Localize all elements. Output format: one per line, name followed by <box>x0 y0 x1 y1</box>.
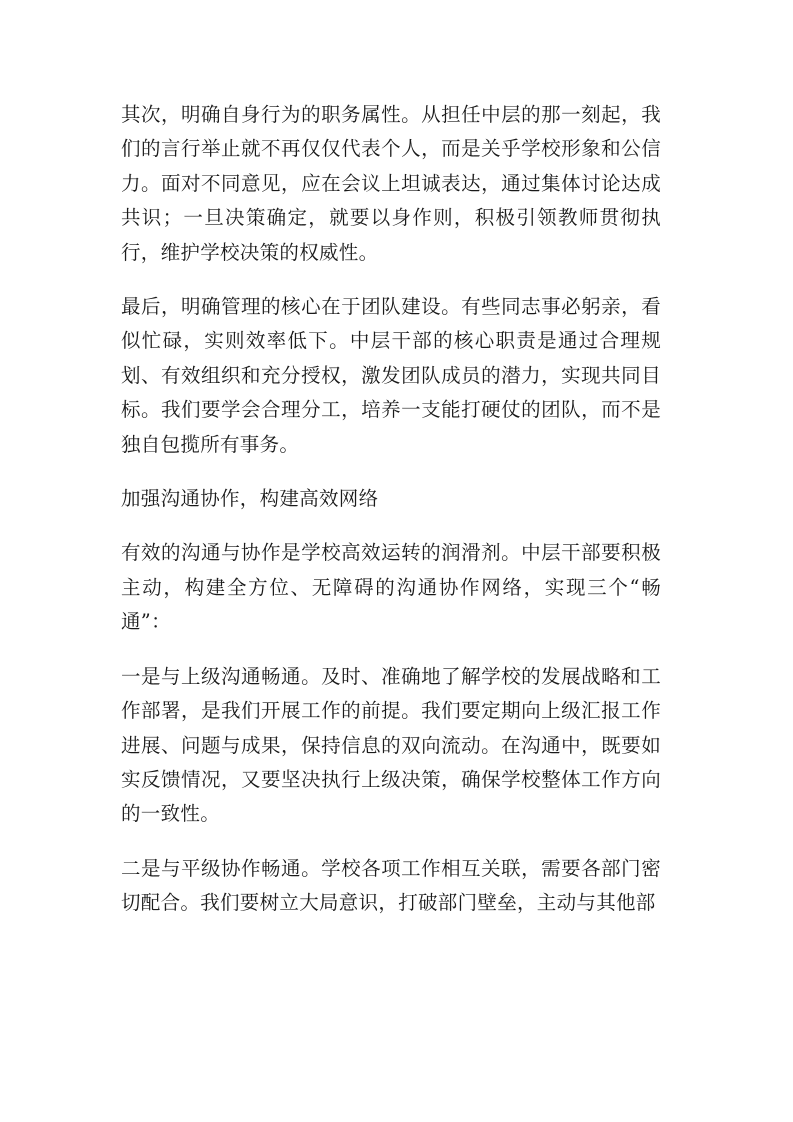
paragraph-peer-collaboration: 二是与平级协作畅通。学校各项工作相互关联，需要各部门密切配合。我们要树立大局意识，打破部门壁垒，主动与其他部 <box>121 856 661 915</box>
paragraph-duty-attribute: 其次，明确自身行为的职务属性。从担任中层的那一刻起，我们的言行举止就不再仅仅代表个人，而是关乎学校形象和公信力。面对不同意见，应在会议上坦诚表达，通过集体讨论达成共识；一旦决策确定，就要以身作则，积极引领教师贯彻执行，维护学校决策的权威性。 <box>121 103 661 264</box>
section-heading-communication: 加强沟通协作，构建高效网络 <box>121 487 379 511</box>
paragraph-team-building: 最后，明确管理的核心在于团队建设。有些同志事必躬亲，看似忙碌，实则效率低下。中层干部的核心职责是通过合理规划、有效组织和充分授权，激发团队成员的潜力，实现共同目标。我们要学会合理分工，培养一支能打硬仗的团队，而不是独自包揽所有事务。 <box>121 295 661 456</box>
document-body <box>121 98 661 941</box>
paragraph-upward-communication: 一是与上级沟通畅通。及时、准确地了解学校的发展战略和工作部署，是我们开展工作的前提。我们要定期向上级汇报工作进展、问题与成果，保持信息的双向流动。在沟通中，既要如实反馈情况，又要坚决执行上级决策，确保学校整体工作方向的一致性。 <box>121 664 661 826</box>
paragraph-communication-intro: 有效的沟通与协作是学校高效运转的润滑剂。中层干部要积极主动，构建全方位、无障碍的沟通协作网络，实现三个“畅通”： <box>121 541 661 634</box>
